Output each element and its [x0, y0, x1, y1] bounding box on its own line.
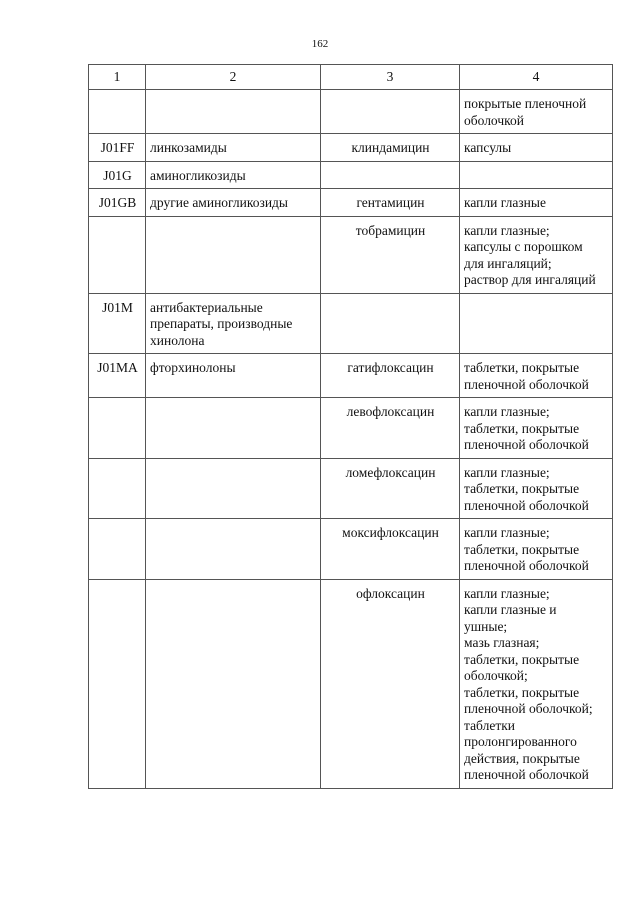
group-name-cell: [146, 579, 321, 788]
page-number: 162: [311, 38, 329, 50]
atc-code-cell: [89, 398, 146, 459]
group-name-cell: [146, 134, 321, 162]
dosage-form-line: раствор для ингаляций: [464, 272, 596, 287]
group-name-line: аминогликозиды: [150, 167, 246, 183]
drug-name-cell: офлоксацин: [321, 579, 460, 788]
atc-code-cell: [89, 458, 146, 519]
dosage-form-line: таблетки, покрытые: [464, 420, 580, 436]
dosage-form-cell: [460, 134, 613, 162]
dosage-form-line: капсулы с порошком: [464, 239, 583, 254]
dosage-form-cell: [460, 161, 613, 189]
group-name-line: другие аминогликозиды: [150, 195, 288, 210]
dosage-form-line: мазь глазная;: [464, 635, 540, 650]
dosage-form-line: капли глазные;: [464, 585, 550, 601]
dosage-form-line: таблетки: [464, 717, 516, 733]
table-row: [89, 354, 613, 398]
group-name-line: препараты, производные: [150, 316, 293, 331]
atc-code-cell: J01MA: [89, 354, 146, 398]
dosage-form-cell: [460, 216, 613, 293]
atc-code-cell: J01G: [89, 161, 146, 189]
group-name-line: хинолона: [150, 332, 205, 348]
atc-code-cell: [89, 90, 146, 134]
header-col-3: 3: [321, 65, 460, 90]
dosage-form-line: пролонгированного: [464, 734, 577, 749]
table-row: [89, 189, 613, 217]
group-name-cell: [146, 90, 321, 134]
dosage-form-line: таблетки, покрытые: [464, 541, 580, 557]
dosage-form-line: капли глазные и: [464, 602, 557, 617]
dosage-form-cell: [460, 293, 613, 354]
table-row: [89, 161, 613, 189]
dosage-form-line: пленочной оболочкой: [464, 437, 589, 452]
group-name-cell: [146, 293, 321, 354]
dosage-form-line: таблетки, покрытые: [464, 360, 580, 375]
dosage-form-line: оболочкой: [464, 112, 524, 128]
drug-name-cell: моксифлоксацин: [321, 519, 460, 580]
drug-name-cell: тобрамицин: [321, 216, 460, 293]
drug-name-cell: левофлоксацин: [321, 398, 460, 459]
header-col-4: 4: [460, 65, 613, 90]
drug-table: [88, 64, 613, 789]
dosage-form-cell: [460, 90, 613, 134]
drug-name-cell: гентамицин: [321, 189, 460, 217]
atc-code-cell: J01GB: [89, 189, 146, 217]
dosage-form-line: для ингаляций;: [464, 255, 552, 271]
group-name-cell: [146, 161, 321, 189]
group-name-cell: [146, 398, 321, 459]
table-row: [89, 519, 613, 580]
header-col-2: 2: [146, 65, 321, 90]
drug-name-cell: [321, 161, 460, 189]
dosage-form-line: пленочной оболочкой;: [464, 701, 593, 716]
drug-name-cell: [321, 90, 460, 134]
dosage-form-line: таблетки, покрытые: [464, 684, 580, 700]
drug-table-body: [89, 65, 613, 789]
dosage-form-line: капсулы: [464, 140, 512, 155]
dosage-form-line: таблетки, покрытые: [464, 651, 580, 667]
dosage-form-line: оболочкой;: [464, 668, 528, 683]
dosage-form-line: капли глазные;: [464, 464, 550, 480]
drug-name-cell: [321, 293, 460, 354]
table-header-row: [89, 65, 613, 90]
group-name-line: антибактериальные: [150, 299, 263, 315]
dosage-form-line: пленочной оболочкой: [464, 767, 589, 782]
table-row: [89, 398, 613, 459]
atc-code-cell: J01M: [89, 293, 146, 354]
table-row: [89, 458, 613, 519]
dosage-form-line: капли глазные: [464, 195, 546, 210]
dosage-form-line: таблетки, покрытые: [464, 481, 580, 496]
group-name-line: линкозамиды: [150, 140, 227, 155]
atc-code-cell: [89, 519, 146, 580]
dosage-form-line: капли глазные;: [464, 222, 550, 238]
dosage-form-line: пленочной оболочкой: [464, 376, 589, 392]
header-col-1: 1: [89, 65, 146, 90]
group-name-line: фторхинолоны: [150, 360, 236, 375]
table-row: [89, 293, 613, 354]
dosage-form-line: капли глазные;: [464, 404, 550, 419]
dosage-form-cell: [460, 354, 613, 398]
drug-name-cell: ломефлоксацин: [321, 458, 460, 519]
dosage-form-cell: [460, 579, 613, 788]
dosage-form-line: ушные;: [464, 618, 508, 634]
group-name-cell: [146, 216, 321, 293]
dosage-form-cell: [460, 519, 613, 580]
group-name-cell: [146, 354, 321, 398]
atc-code-cell: J01FF: [89, 134, 146, 162]
dosage-form-cell: [460, 189, 613, 217]
dosage-form-line: пленочной оболочкой: [464, 497, 589, 513]
group-name-cell: [146, 458, 321, 519]
group-name-cell: [146, 519, 321, 580]
table-row: [89, 579, 613, 788]
dosage-form-cell: [460, 458, 613, 519]
group-name-cell: [146, 189, 321, 217]
table-row: [89, 90, 613, 134]
dosage-form-line: пленочной оболочкой: [464, 558, 589, 573]
atc-code-cell: [89, 579, 146, 788]
atc-code-cell: [89, 216, 146, 293]
dosage-form-line: покрытые пленочной: [464, 96, 587, 111]
dosage-form-line: действия, покрытые: [464, 750, 580, 766]
drug-name-cell: гатифлоксацин: [321, 354, 460, 398]
drug-name-cell: клиндамицин: [321, 134, 460, 162]
dosage-form-line: капли глазные;: [464, 525, 550, 540]
table-row: [89, 216, 613, 293]
dosage-form-cell: [460, 398, 613, 459]
table-row: [89, 134, 613, 162]
